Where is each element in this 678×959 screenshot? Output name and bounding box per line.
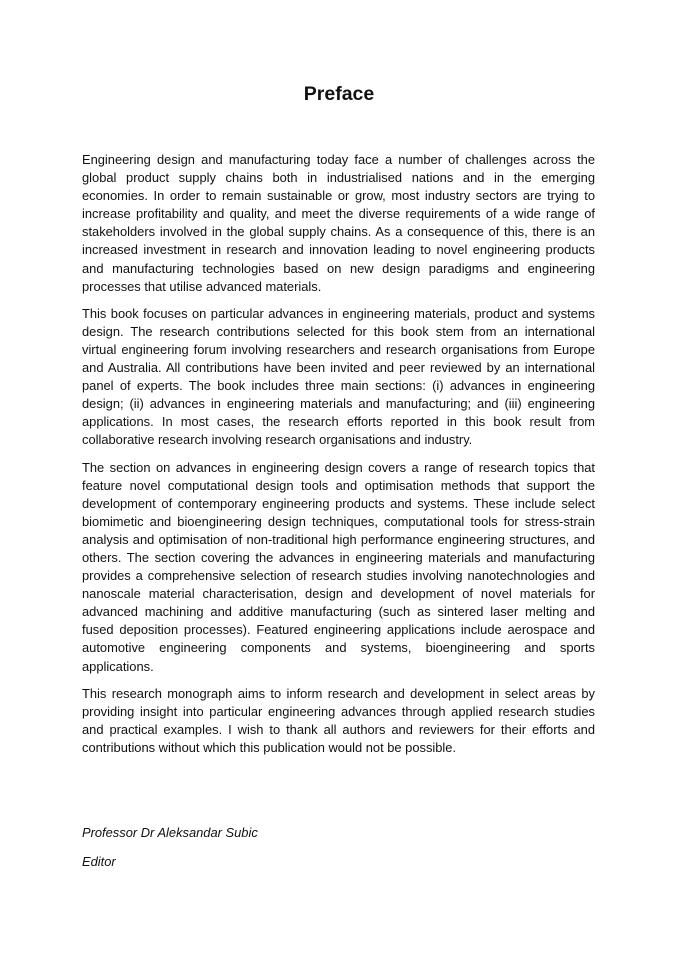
paragraph-4: This research monograph aims to inform research and development in select areas by providing insight into particular engineering advances through applied research studies and practical examples. I wish to thank all authors and reviewers for their efforts and contributions without which this publication would not be possible. <box>82 685 595 755</box>
paragraph-2: This book focuses on particular advances in engineering materials, product and systems design. The research contributions selected for this book stem from an international virtual engineering forum involving researchers and research organisations from Europe and Australia. All contributions have been invited and peer reviewed by an international panel of experts. The book includes three main sections: (i) advances in engineering design; (ii) advances in engineering materials and manufacturing; and (iii) engineering applications. In most cases, the research efforts reported in this book result from collaborative research involving research organisations and industry. <box>82 305 595 448</box>
preface-body <box>82 151 595 766</box>
paragraph-1: Engineering design and manufacturing today face a number of challenges across the global product supply chains both in industrialised nations and in the emerging economies. In order to remain sustainable or grow, most industry sectors are trying to increase profitability and quality, and meet the diverse requirements of a wide range of stakeholders involved in the global supply chains. As a consequence of this, there is an increased investment in research and innovation leading to novel engineering products and manufacturing technologies based on new design paradigms and engineering processes that utilise advanced materials. <box>82 152 595 294</box>
author-signature: Professor Dr Aleksandar Subic <box>82 825 258 840</box>
author-role: Editor <box>82 854 116 869</box>
paragraph-3: The section on advances in engineering design covers a range of research topics that feature novel computational design tools and optimisation methods that support the development of contemporary engineering products and systems. These include select biomimetic and bioengineering design techniques, computational tools for stress-strain analysis and optimisation of non-traditional high performance engineering structures, and others. The section covering the advances in engineering materials and manufacturing provides a comprehensive selection of research studies involving nanotechnologies and nanoscale material characterisation, design and development of novel materials for advanced machining and additive manufacturing (such as sintered laser melting and fused deposition processes). Featured engineering applications include aerospace and automotive engineering components and systems, bioengineering and sports applications. <box>82 459 595 674</box>
page-title: Preface <box>303 83 375 105</box>
